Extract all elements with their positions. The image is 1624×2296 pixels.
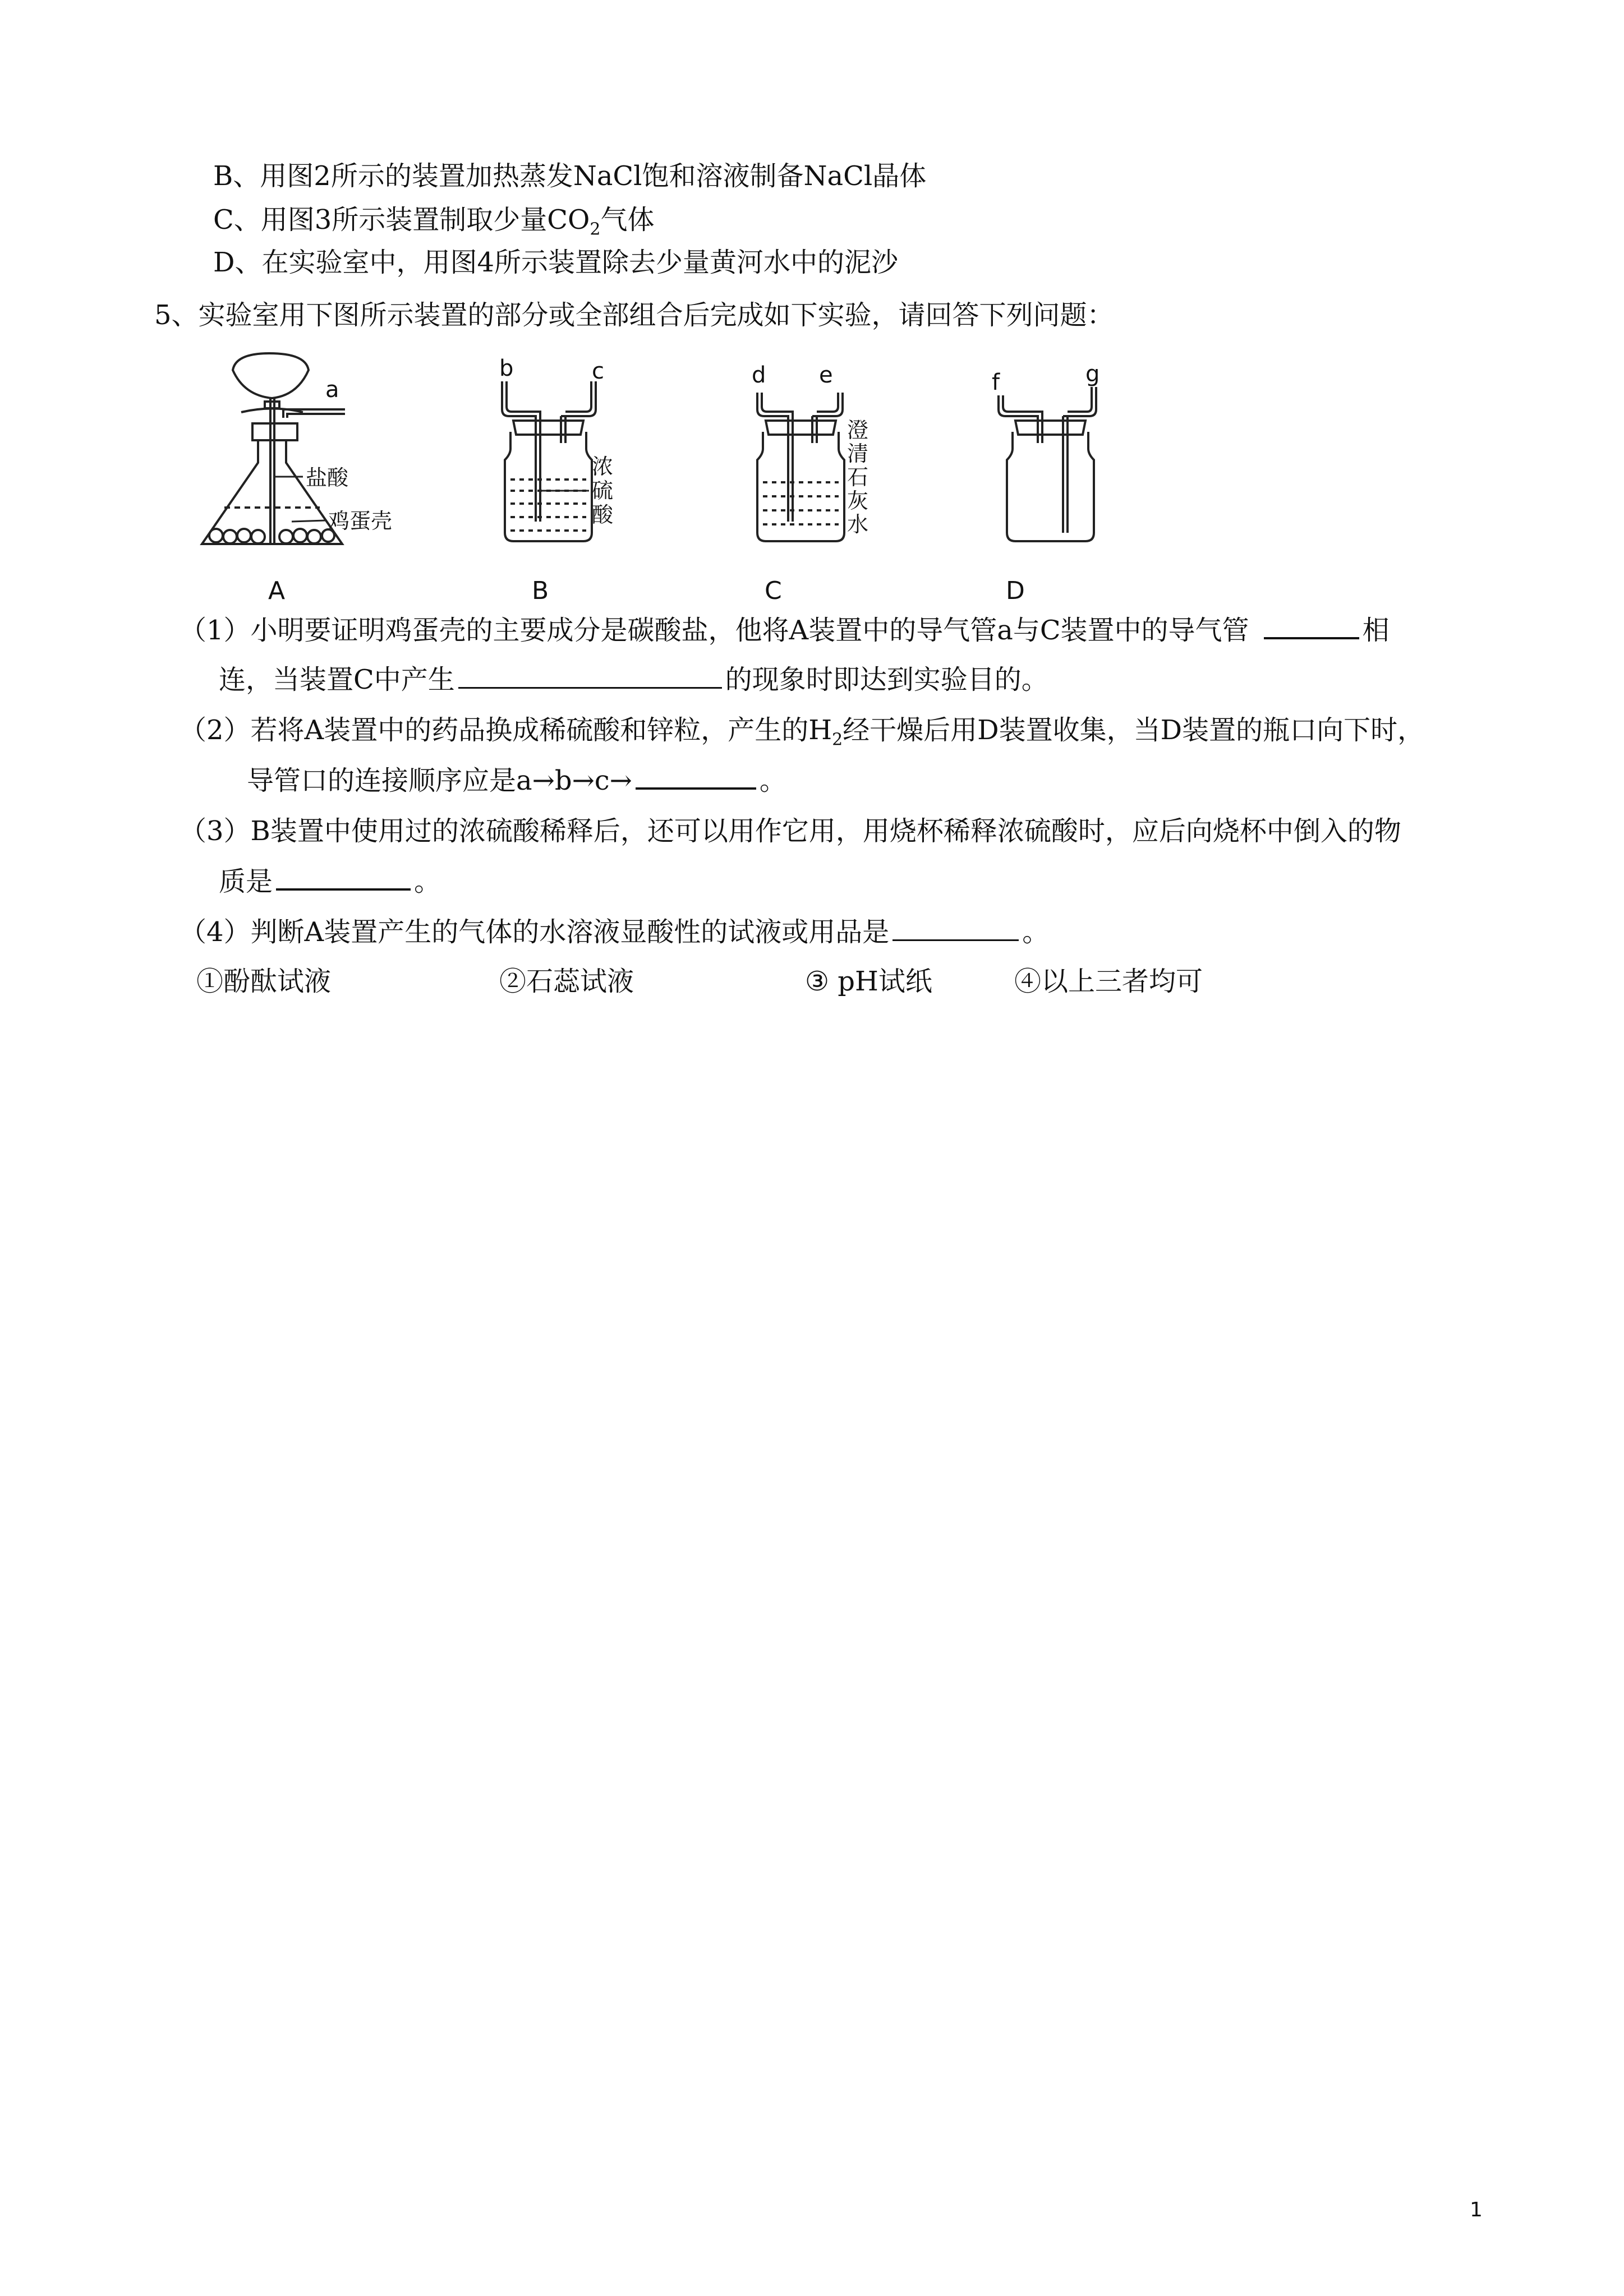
apparatus-b-drawing	[502, 381, 596, 541]
label-limewater-1: 澄	[847, 418, 869, 442]
option-c-subscript: 2	[590, 219, 601, 239]
question-5-3-line-1	[180, 813, 1401, 849]
question-5-stem-text: 5、实验室用下图所示装置的部分或全部组合后完成如下实验，请回答下列问题：	[154, 299, 1114, 331]
question-5-stem	[154, 297, 1114, 333]
q1-text-end: 相	[1362, 615, 1390, 646]
tube-label-d: d	[752, 362, 766, 388]
option-c	[213, 202, 654, 238]
q4-blank-indicator[interactable]	[892, 917, 1019, 941]
apparatus-diagram	[196, 353, 1206, 611]
choice-2: ②石蕊试液	[499, 966, 634, 997]
q2-text-end: 经干燥后用D装置收集，当D装置的瓶口向下时，	[843, 714, 1425, 746]
label-limewater-3: 石	[847, 465, 869, 490]
choice-3: ③ pH试纸	[805, 966, 932, 997]
apparatus-a-drawing	[202, 353, 345, 544]
label-eggshell: 鸡蛋壳	[328, 509, 393, 533]
option-d-text: D、在实验室中，用图4所示装置除去少量黄河水中的泥沙	[213, 247, 899, 278]
option-b-text: B、用图2所示的装置加热蒸发NaCl饱和溶液制备NaCl晶体	[213, 160, 927, 192]
q1-text: （1）小明要证明鸡蛋壳的主要成分是碳酸盐，他将A装置中的导气管a与C装置中的导气管	[180, 615, 1249, 646]
label-conc-sulfuric-3: 酸	[592, 502, 614, 527]
option-c-text-end: 气体	[600, 204, 655, 236]
q1-line2-text-end: 的现象时即达到实验目的。	[725, 664, 1048, 695]
q1-blank-phenomenon[interactable]	[458, 665, 722, 689]
tube-label-g: g	[1085, 361, 1100, 387]
q4-text-end: 。	[1022, 916, 1050, 948]
tube-label-e: e	[819, 362, 833, 388]
q4-text: （4）判断A装置产生的气体的水溶液显酸性的试液或用品是	[180, 916, 890, 948]
q1-line2-text: 连，当装置C中产生	[219, 664, 455, 695]
question-5-3-line-2	[219, 864, 441, 900]
apparatus-c-drawing	[757, 393, 844, 541]
apparatus-d-drawing	[999, 387, 1096, 541]
tube-label-a: a	[325, 377, 339, 403]
question-5-2-line-1	[180, 712, 1424, 748]
tube-label-b: b	[499, 356, 514, 381]
q3-line2-text: 质是	[219, 866, 273, 897]
choice-4: ④以上三者均可	[1014, 966, 1203, 997]
question-5-2-line-2	[247, 763, 786, 799]
apparatus-label-b: B	[532, 577, 549, 605]
q2-line2-text: 导管口的连接顺序应是a→b→c→	[247, 765, 632, 796]
label-limewater-2: 清	[847, 441, 869, 466]
option-d	[213, 245, 898, 280]
choice-1: ①酚酞试液	[196, 966, 332, 997]
tube-label-c: c	[592, 358, 604, 384]
question-5-1-line-1	[180, 612, 1390, 648]
q3-line2-text-end: 。	[414, 866, 441, 897]
label-conc-sulfuric-2: 硫	[592, 478, 614, 503]
question-5-4	[180, 914, 1049, 950]
q2-text: （2）若将A装置中的药品换成稀硫酸和锌粒，产生的H	[180, 714, 832, 746]
q3-blank-substance[interactable]	[276, 866, 411, 891]
q2-line2-text-end: 。	[759, 765, 786, 796]
tube-label-f: f	[992, 370, 1000, 395]
option-b	[213, 158, 926, 194]
question-5-1-line-2	[219, 662, 1048, 698]
q1-blank-tube[interactable]	[1264, 615, 1359, 639]
apparatus-label-d: D	[1006, 577, 1025, 605]
apparatus-label-c: C	[765, 577, 782, 605]
page-number: 1	[1470, 2198, 1483, 2221]
apparatus-figure	[196, 353, 1206, 611]
q2-blank-order[interactable]	[636, 765, 756, 790]
label-limewater-4: 灰	[847, 488, 869, 513]
apparatus-label-a: A	[268, 577, 286, 605]
label-conc-sulfuric-1: 浓	[592, 454, 614, 479]
option-c-text: C、用图3所示装置制取少量CO	[213, 204, 590, 236]
q2-subscript: 2	[832, 730, 843, 750]
label-hydrochloric-acid: 盐酸	[306, 465, 349, 490]
q3-text: （3）B装置中使用过的浓硫酸稀释后，还可以用作它用，用烧杯稀释浓硫酸时，应后向烧杯中倒入的物	[180, 815, 1401, 847]
label-limewater-5: 水	[847, 512, 869, 537]
